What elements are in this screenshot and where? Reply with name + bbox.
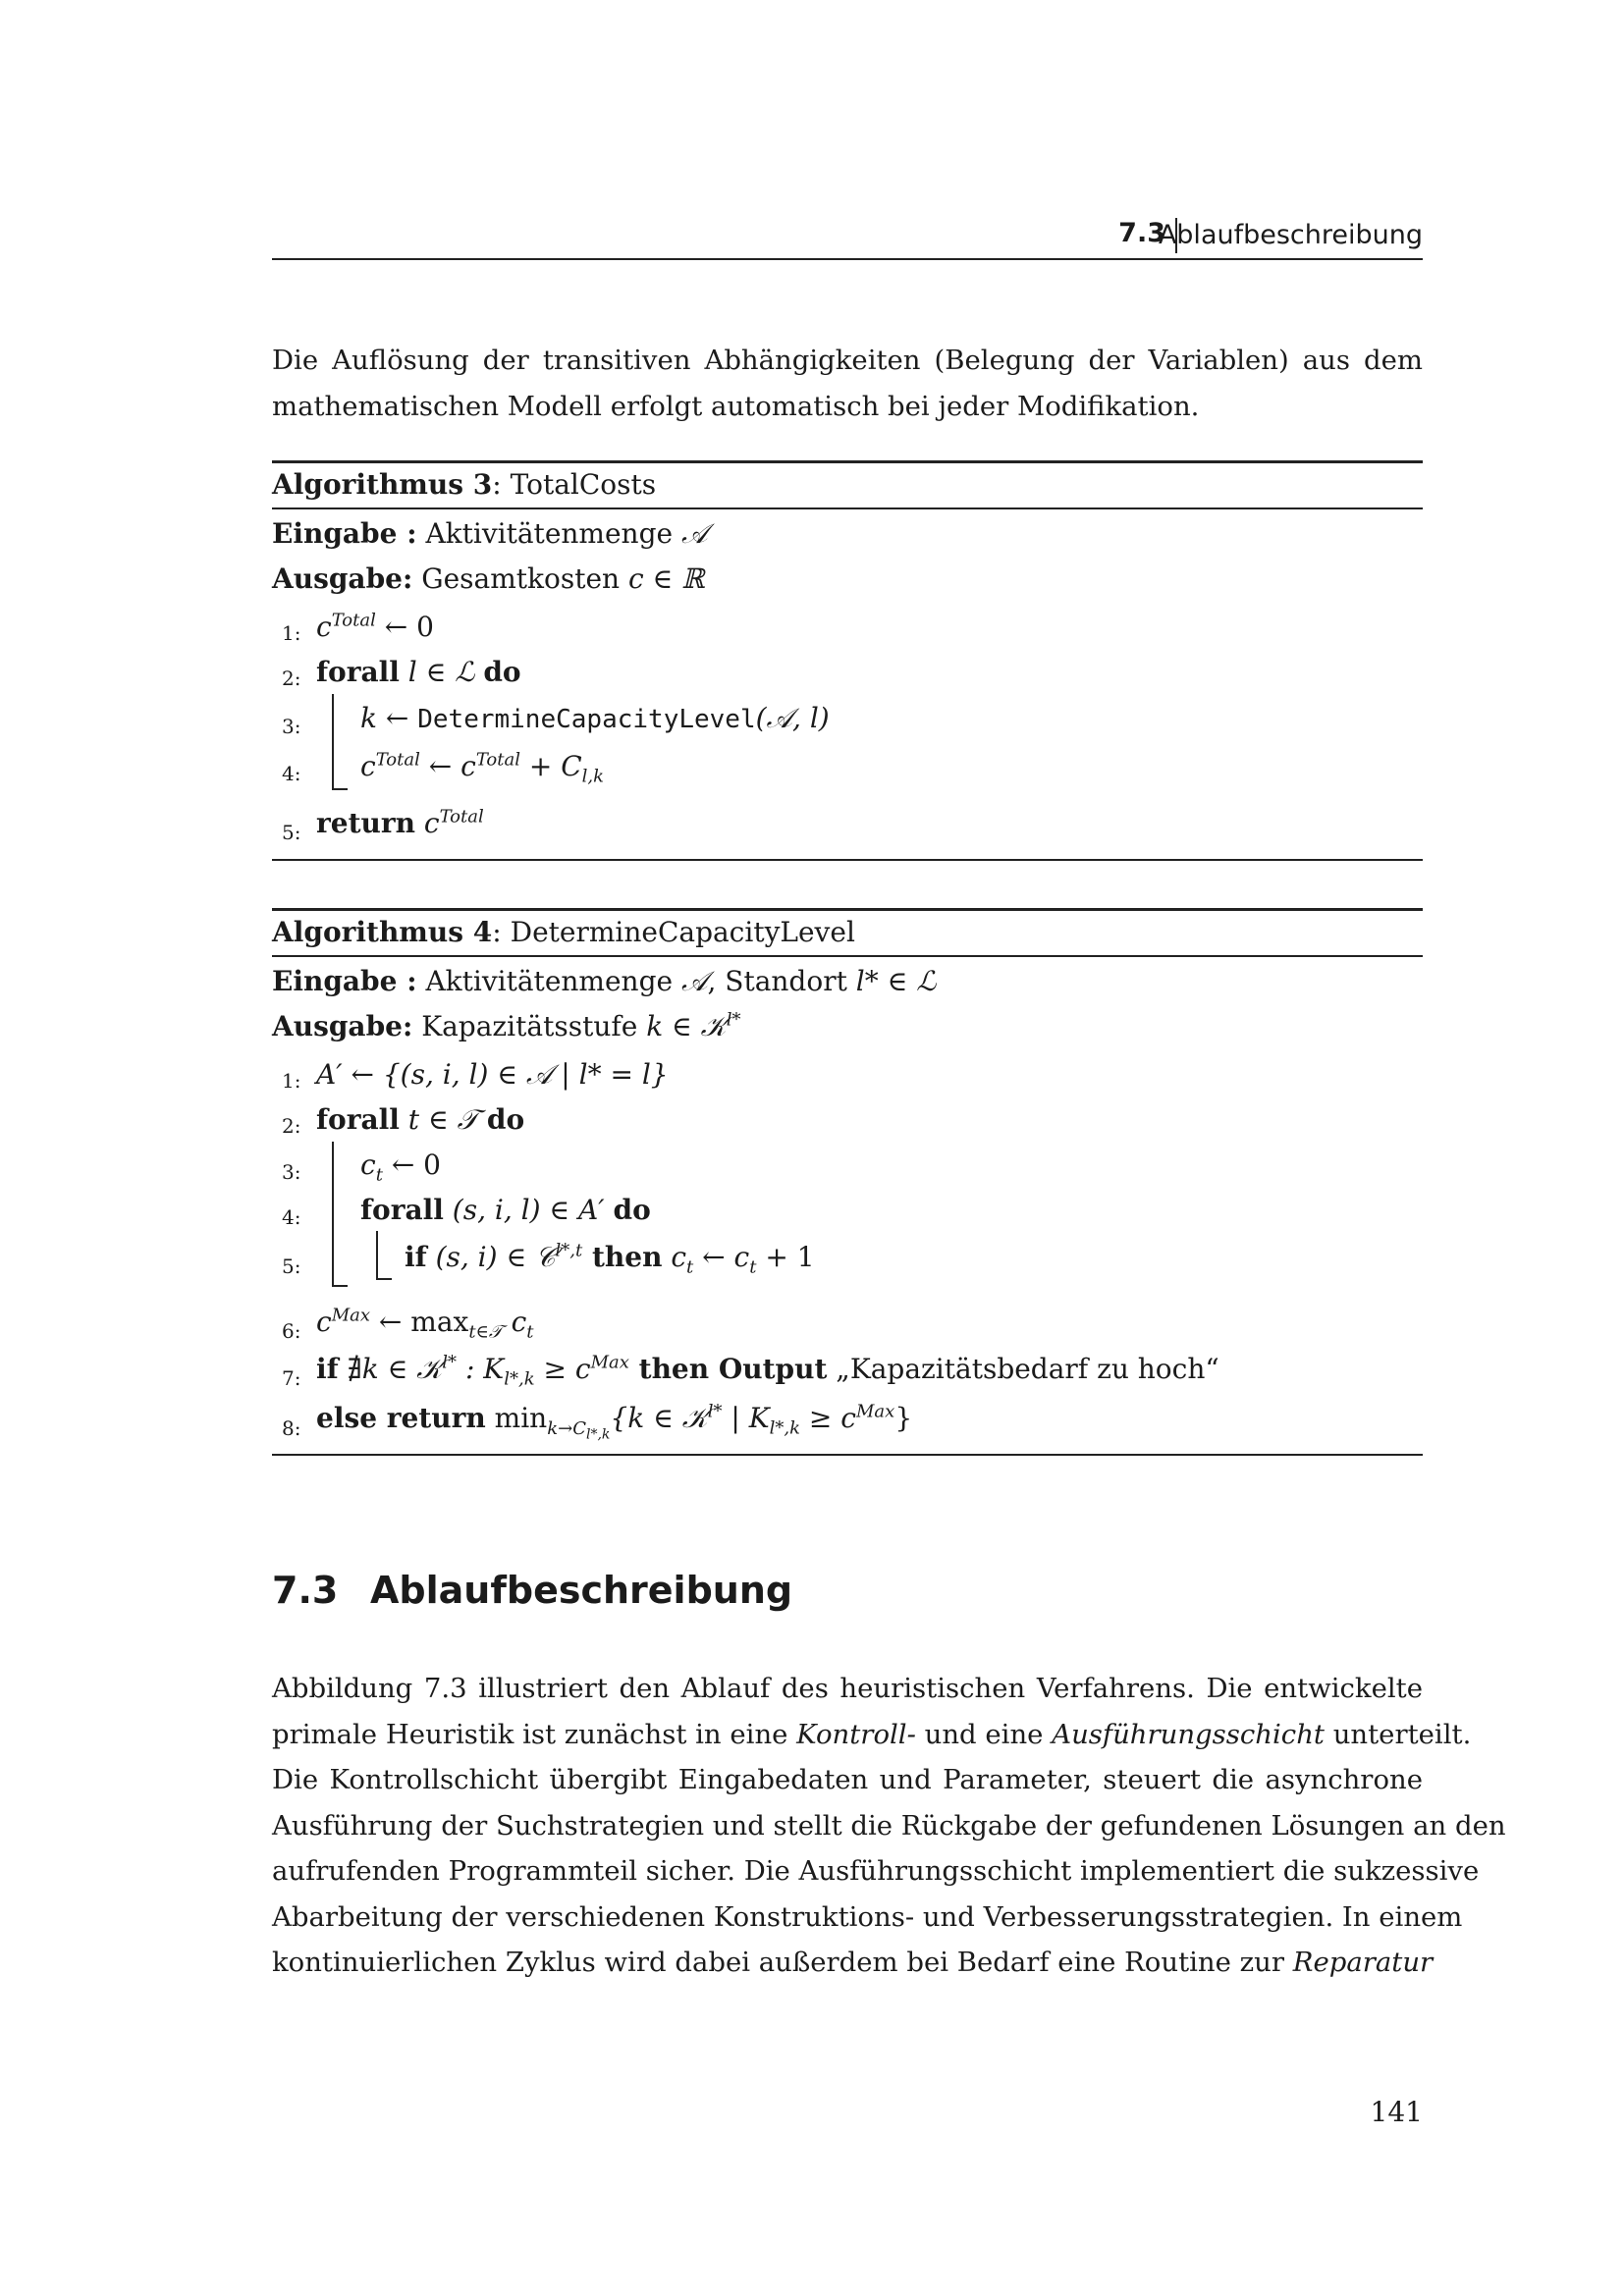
string-literal: „Kapazitätsbedarf zu hoch“ <box>827 1353 1219 1385</box>
text-run: und eine <box>915 1718 1053 1750</box>
line-number: 6: <box>282 1319 301 1343</box>
code-math: ← c <box>693 1241 750 1273</box>
line-number: 3: <box>282 715 301 738</box>
text-run: aufrufenden Programmteil sicher. Die Ausführungsschicht implementiert die sukzessive <box>272 1855 1480 1887</box>
code-math: c <box>360 1148 376 1181</box>
function-call: DetermineCapacityLevel <box>417 705 756 734</box>
block-bar <box>332 1142 334 1285</box>
code-math: ← 0 <box>375 611 434 643</box>
header-section-title: Ablaufbeschreibung <box>1158 220 1423 250</box>
text-run: kontinuierlichen Zyklus wird dabei außerdem bei Bedarf eine Routine zur <box>272 1947 1293 1978</box>
superscript: l* <box>707 1401 723 1422</box>
superscript: Total <box>331 610 376 631</box>
inner-block-bar <box>376 1231 378 1278</box>
code-line <box>360 702 830 735</box>
code-math: k ← <box>360 702 418 734</box>
algorithm-input <box>272 517 707 551</box>
page-number: 141 <box>1370 2096 1423 2128</box>
algorithm-bottom-rule <box>272 1454 1423 1456</box>
line-number: 8: <box>282 1416 301 1440</box>
keyword: return <box>316 807 415 839</box>
algorithm-title <box>272 916 855 948</box>
code-math: (𝒜, l) <box>755 702 830 734</box>
subscript: l*,k <box>769 1417 801 1439</box>
code-math: : K <box>457 1353 505 1385</box>
keyword: if <box>316 1353 339 1385</box>
paragraph-line <box>272 1803 1506 1849</box>
algorithm-input <box>272 965 936 998</box>
keyword: forall <box>316 1103 400 1136</box>
subscript <box>547 1417 611 1443</box>
code-math: + C <box>519 750 582 782</box>
algorithm-name: : DetermineCapacityLevel <box>492 916 855 948</box>
output-math: c ∈ ℝ <box>627 562 705 595</box>
code-math: c <box>502 1306 527 1338</box>
code-math: ← 0 <box>382 1148 441 1181</box>
code-math: ∄k ∈ 𝒦 <box>338 1353 443 1385</box>
code-line <box>360 749 605 787</box>
running-header <box>272 218 1423 257</box>
paragraph-line <box>272 1757 1423 1803</box>
sub-subscript: l*,k <box>585 1426 611 1443</box>
subscript: t <box>686 1256 694 1278</box>
keyword: forall <box>360 1194 444 1226</box>
subscript: t∈𝒯 <box>468 1321 503 1343</box>
emphasis: Reparatur <box>1292 1947 1434 1978</box>
subscript: t <box>375 1164 383 1186</box>
superscript: l* <box>442 1352 458 1373</box>
keyword: then Output <box>628 1353 828 1385</box>
code-line <box>316 611 434 643</box>
text-run: Die Kontrollschicht übergibt Eingabedaten und Parameter, steuert die asynchrone <box>272 1764 1423 1795</box>
algorithm-top-rule <box>272 460 1423 463</box>
algorithm-top-rule <box>272 908 1423 911</box>
output-label: Ausgabe: <box>272 1010 413 1042</box>
paragraph-line: mathematischen Modell erfolgt automatisch bei jeder Modifikation. <box>272 390 1200 422</box>
algorithm-title-rule <box>272 507 1423 509</box>
keyword: do <box>483 656 521 688</box>
code-math: c <box>316 611 332 643</box>
text-run: Ausführung der Suchstrategien und stellt die Rückgabe der gefundenen Lösungen an den <box>272 1809 1506 1842</box>
emphasis: Ausführungsschicht <box>1052 1718 1325 1750</box>
paragraph-line <box>272 1940 1434 1986</box>
code-math: c <box>414 807 440 839</box>
section-number: 7.3 <box>272 1569 339 1612</box>
input-text: , Standort <box>707 965 856 997</box>
input-text: Aktivitätenmenge <box>416 965 681 997</box>
section-heading <box>272 1569 792 1612</box>
algorithm-output <box>272 1010 740 1043</box>
algorithm-title <box>272 468 656 501</box>
subscript: t <box>526 1321 534 1343</box>
paragraph-line <box>272 1712 1472 1758</box>
line-number: 2: <box>282 1114 301 1138</box>
superscript: Total <box>475 749 520 771</box>
line-number: 5: <box>282 1255 301 1278</box>
superscript: l* <box>726 1009 741 1031</box>
output-label: Ausgabe: <box>272 562 413 595</box>
code-math: (s, i, l) ∈ A′ <box>443 1194 614 1226</box>
superscript: l*,t <box>555 1240 583 1261</box>
paragraph-line: Die Auflösung der transitiven Abhängigkeiten (Belegung der Variablen) aus dem <box>272 345 1423 376</box>
code-math: c <box>360 750 376 782</box>
code-line <box>316 656 521 688</box>
body-paragraph <box>272 1666 1506 1986</box>
keyword: if <box>405 1241 427 1273</box>
code-line <box>316 1103 524 1137</box>
input-text: Aktivitätenmenge <box>416 517 681 550</box>
code-math: } <box>894 1402 913 1434</box>
algorithm-bottom-rule <box>272 859 1423 861</box>
code-math: l ∈ ℒ <box>399 656 484 688</box>
code-math: ≥ c <box>534 1353 591 1385</box>
keyword: do <box>486 1103 525 1136</box>
paragraph-line <box>272 1848 1480 1895</box>
code-math: t ∈ 𝒯 <box>399 1103 487 1136</box>
text-run: Abarbeitung der verschiedenen Konstruktions- und Verbesserungsstrategien. In einem <box>272 1900 1463 1933</box>
keyword: else return <box>316 1402 486 1434</box>
superscript: Max <box>855 1401 895 1422</box>
inner-block-bar-end <box>376 1278 392 1280</box>
paragraph-line <box>272 1895 1463 1941</box>
code-math: {k ∈ 𝒦 <box>610 1402 708 1434</box>
algorithm-label: Algorithmus 4 <box>272 916 493 948</box>
line-number: 4: <box>282 1205 301 1229</box>
line-number: 1: <box>282 1069 301 1093</box>
intro-paragraph <box>272 338 1423 429</box>
output-math: k ∈ 𝒦 <box>646 1010 727 1042</box>
input-label: Eingabe : <box>272 517 417 550</box>
code-math: ← max <box>370 1306 469 1338</box>
superscript: Total <box>375 749 420 771</box>
algorithm-label: Algorithmus 3 <box>272 468 493 501</box>
line-number: 2: <box>282 667 301 690</box>
algorithm-name: : TotalCosts <box>492 468 657 501</box>
code-line <box>360 1194 651 1226</box>
header-rule <box>272 258 1423 260</box>
superscript: Max <box>331 1305 371 1326</box>
line-number: 7: <box>282 1366 301 1390</box>
line-number: 4: <box>282 762 301 785</box>
code-line <box>316 1401 913 1443</box>
subscript: t <box>749 1256 757 1278</box>
algorithm-title-rule <box>272 955 1423 957</box>
block-bar-end <box>332 1285 348 1287</box>
superscript: Max <box>590 1352 629 1373</box>
output-text: Gesamtkosten <box>412 562 628 595</box>
code-math: | K <box>722 1402 770 1434</box>
code-line <box>360 1148 441 1186</box>
algorithm-output <box>272 562 704 595</box>
text-run: Abbildung 7.3 illustriert den Ablauf des heuristischen Verfahrens. Die entwickelte <box>272 1673 1423 1704</box>
header-section-number: 7.3 <box>1118 218 1165 248</box>
line-number: 5: <box>282 821 301 844</box>
code-line <box>316 807 484 839</box>
emphasis: Kontroll- <box>796 1718 916 1750</box>
subscript: l*,k <box>504 1368 535 1390</box>
input-math: 𝒜 <box>680 517 708 550</box>
code-math: c <box>316 1306 332 1338</box>
code-math: + 1 <box>756 1241 815 1273</box>
code-line: A′ ← {(s, i, l) ∈ 𝒜 | l* = l} <box>316 1058 669 1091</box>
block-bar-end <box>332 788 348 790</box>
subscript-text: k→C <box>547 1417 586 1439</box>
keyword: do <box>613 1194 651 1226</box>
keyword: then <box>582 1241 663 1273</box>
code-line <box>316 1352 1219 1390</box>
code-math: c <box>662 1241 687 1273</box>
line-number: 3: <box>282 1160 301 1184</box>
block-bar <box>332 694 334 788</box>
text-run: primale Heuristik ist zunächst in eine <box>272 1718 797 1750</box>
paragraph-line <box>272 1666 1423 1712</box>
code-line <box>316 1305 534 1343</box>
input-label: Eingabe : <box>272 965 417 997</box>
input-math: 𝒜 <box>680 965 708 997</box>
section-title: Ablaufbeschreibung <box>370 1569 793 1612</box>
code-line <box>405 1240 815 1278</box>
line-number: 1: <box>282 621 301 645</box>
keyword: forall <box>316 656 400 688</box>
code-math: min <box>485 1402 548 1434</box>
code-math: ≥ c <box>800 1402 856 1434</box>
subscript: l,k <box>581 766 605 787</box>
code-math: (s, i) ∈ 𝒞 <box>426 1241 556 1273</box>
superscript: Total <box>439 806 484 828</box>
input-math: l* ∈ ℒ <box>855 965 937 997</box>
text-run: unterteilt. <box>1324 1718 1472 1750</box>
output-text: Kapazitätsstufe <box>412 1010 647 1042</box>
code-math: ← c <box>419 750 476 782</box>
